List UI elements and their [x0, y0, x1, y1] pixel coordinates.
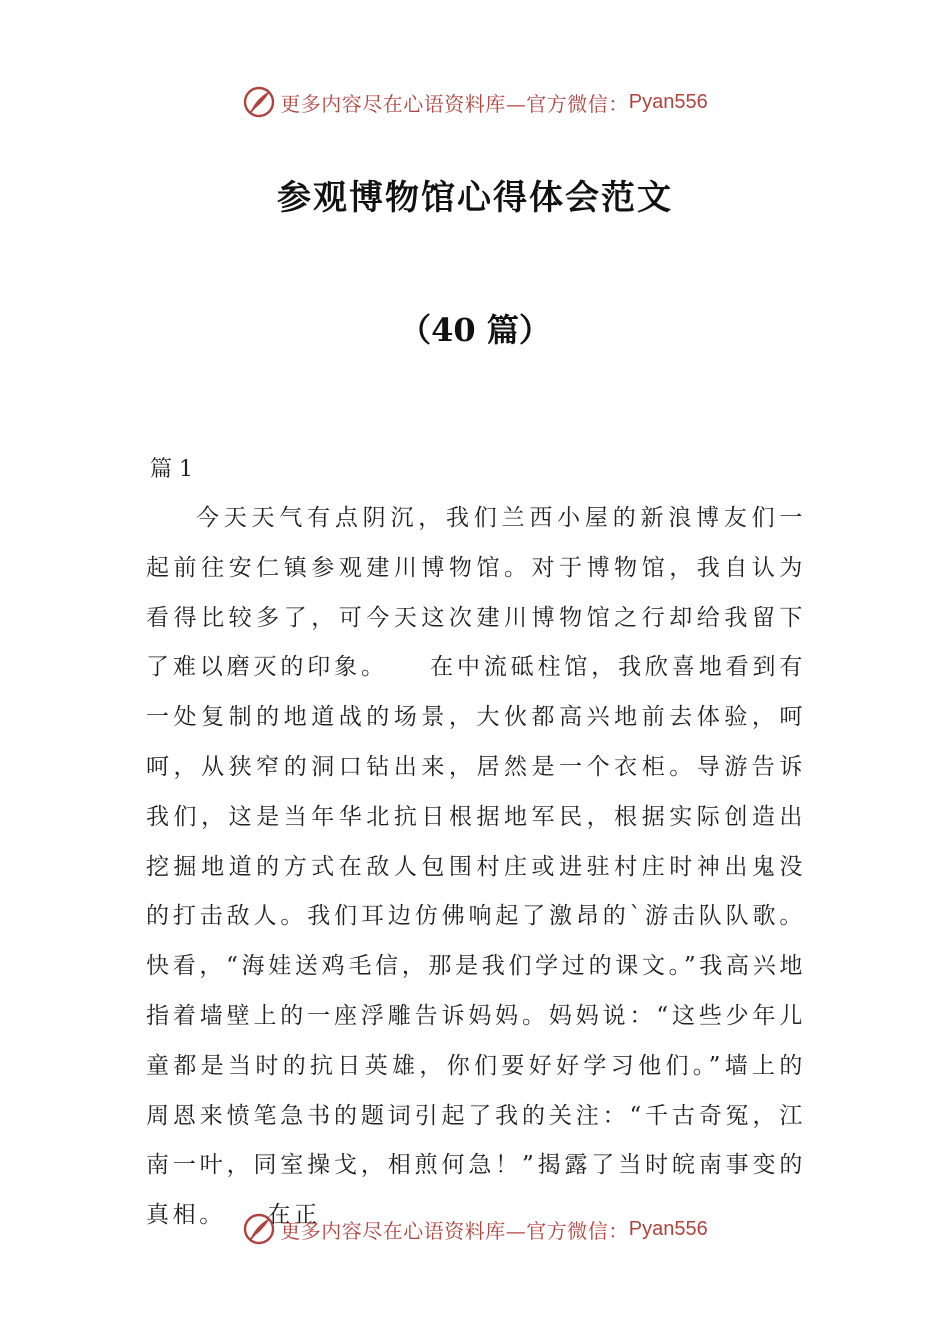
footer-banner: [0, 1209, 950, 1249]
document-title: 参观博物馆心得体会范文: [277, 178, 673, 218]
quill-logo-icon: [242, 85, 276, 119]
banner-text: 更多内容尽在心语资料库—官方微信：: [280, 91, 629, 116]
section-label: 篇 1: [150, 457, 193, 482]
quill-logo-icon: [242, 1212, 276, 1246]
header-banner: [0, 82, 950, 122]
banner-wechat-handle: Pyan556: [628, 1217, 708, 1240]
banner-wechat-handle: Pyan556: [628, 90, 708, 113]
banner-text: 更多内容尽在心语资料库—官方微信：: [280, 1218, 629, 1243]
document-subtitle: （40 篇）: [399, 311, 551, 349]
body-paragraph: 今天天气有点阴沉，我们兰西小屋的新浪博友们一起前往安仁镇参观建川博物馆。对于博物馆，我自认为看得比较多了，可今天这次建川博物馆之行却给我留下了难以磨灭的印象。 在中流砥柱馆，我欣喜地看到有一处复制的地道战的场景，大伙都高兴地前去体验，呵呵，从狭窄的洞口钻出来，居然是一个衣柜。导游告诉我们，这是当年华北抗日根据地军民，根据实际创造出挖掘地道的方式在敌人包围村庄或进驻村庄时神出鬼没的打击敌人。我们耳边仿佛响起了激昂的`游击队队歌。快看，“海娃送鸡毛信，那是我们学过的课文。”我高兴地指着墙壁上的一座浮雕告诉妈妈。妈妈说：“这些少年儿童都是当时的抗日英雄，你们要好好学习他们。”墙上的周恩来愤笔急书的题词引起了我的关注：“千古奇冤，江南一叶，同室操戈，相煎何急！”揭露了当时皖南事变的真相。 在正: [146, 505, 806, 1229]
